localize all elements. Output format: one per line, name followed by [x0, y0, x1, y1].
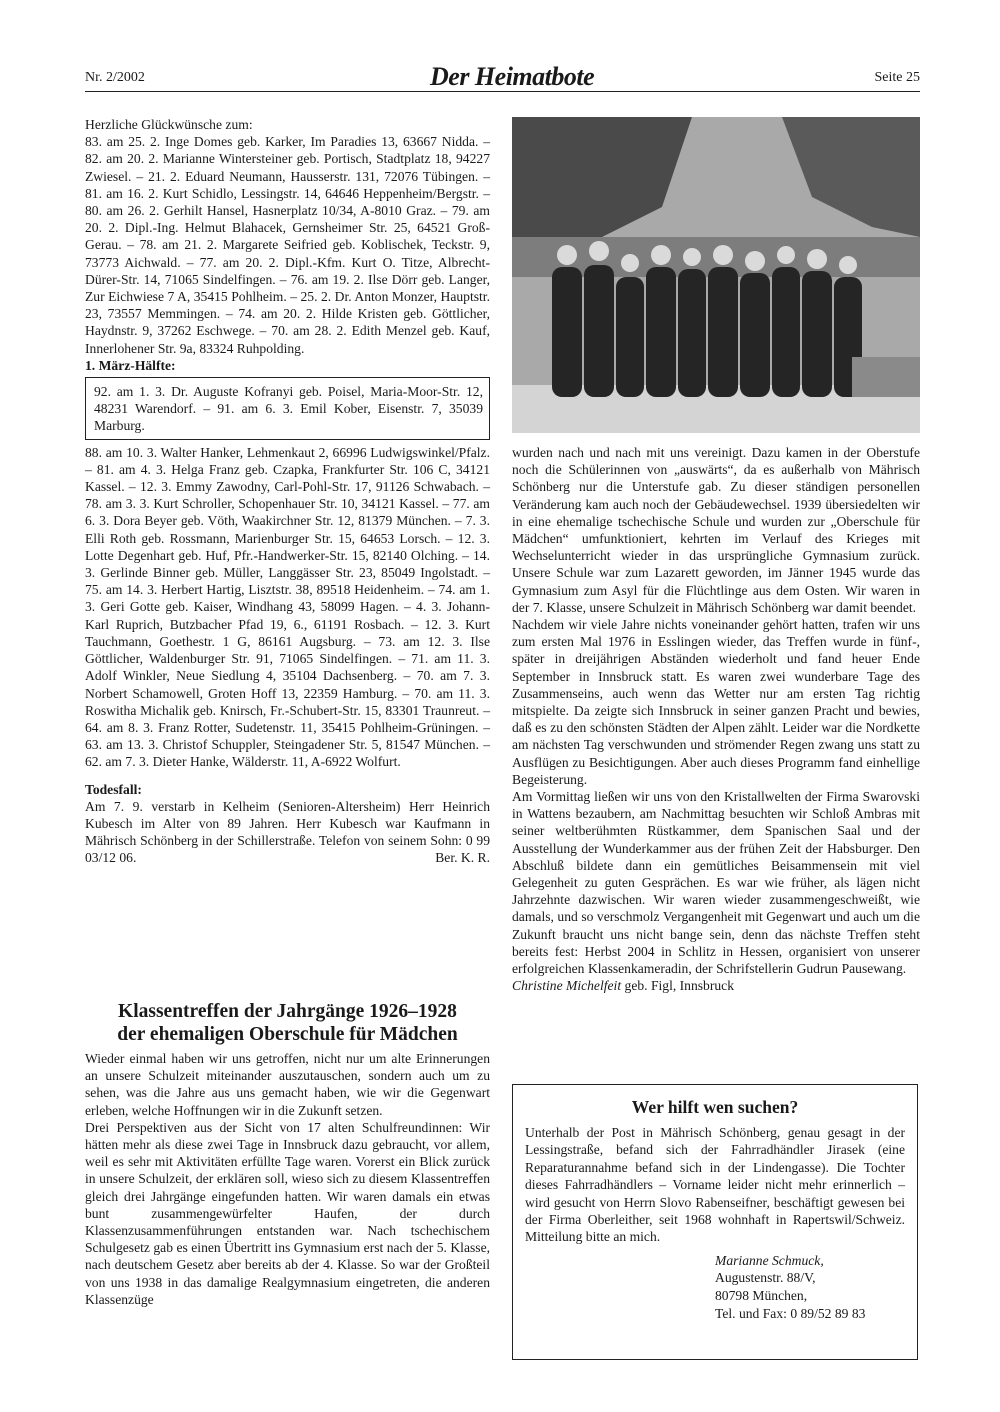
birthday-box-text: 92. am 1. 3. Dr. Auguste Kofranyi geb. Poisel, Maria-Moor-Str. 12, 48231 Warendorf. – 91. am 6. 3. Emil Kober, Eisenstr. 7, 35039 Marburg.: [94, 384, 483, 434]
page-header: [85, 62, 920, 91]
search-notice-text: Unterhalb der Post in Mährisch Schönberg, genau gesagt in der Lessingstraße, befand sich der Fahrradhändler Jirasek (eine Reparaturannahme befand sich in der Lindengasse). Die Tochter dieses Fahrradhändlers – Vorname leider nicht mehr erinnerlich – wird gesucht von Herrn Slovo Rabenseifner, beschäftigt gewesen bei der Firma Oberleither, seit 1968 wohnhaft in Rapertswil/Schweiz. Mitteilung bitte an mich.: [525, 1125, 905, 1245]
march-heading: 1. März-Hälfte:: [85, 357, 176, 373]
obituary-body: Am 7. 9. verstarb in Kelheim (Senioren-Altersheim) Herr Heinrich Kubesch im Alter von 89 Jahren. Herr Kubesch war Kaufmann in Mährisch Schönberg in der Schillerstraße. Telefon von seinem Sohn: 0 99 03/12 06.: [85, 798, 490, 866]
group-photo-image: [512, 117, 920, 433]
article-author: Christine Michelfeit: [512, 978, 622, 994]
birthday-column: [85, 116, 490, 867]
article-column: [85, 1050, 490, 1308]
birthday-list-march: 88. am 10. 3. Walter Hanker, Lehmenkaut 2, 66996 Ludwigswinkel/Pfalz. – 81. am 4. 3. Helga Franz geb. Czapka, Frankfurter Str. 106 C, 34121 Kassel. – 12. 3. Emmy Zawodny, Carl-Pohl-Str. 17, 91126 Schwabach. – 78. am 3. 3. Kurt Schroller, Schopenhauer Str. 10, 34121 Kassel. – 77. am 6. 3. Dora Beyer geb. Vöth, Waakirchner Str. 12, 81379 München. – 7. 3. Elli Roth geb. Rossmann, Marienburger Str. 15, 64653 Lorsch. – 12. 3. Lotte Degenhart geb. Huf, Pfr.-Handwerker-Str. 15, 82140 Olching. – 14. 3. Gerlinde Binner geb. Müller, Langgässer Str. 23, 85049 Ingolstadt. – 75. am 14. 3. Herbert Hartig, Lisztstr. 38, 89518 Heidenheim. – 74. am 1. 3. Geri Gotte geb. Kaiser, Windhang 43, 58099 Hagen. – 4. 3. Johann-Karl Ruprich, Butzbacher Pfad 19, 6., 61191 Rosbach. – 12. 3. Kurt Tauchmann, Goethestr. 1 G, 86161 Augsburg. – 73. am 12. 3. Ilse Göttlicher, Waldenburger Str. 91, 71065 Sindelfingen. – 71. am 11. 3. Adolf Winkler, Neue Siedlung 4, 35104 Dachsenberg. – 70. am 7. 3. Norbert Schamowell, Groten Hoff 13, 22359 Hamburg. – 70. am 11. 3. Roswitha Michalik geb. Knirsch, Fr.-Schubert-Str. 15, 83301 Traunreut. – 64. am 8. 3. Franz Rotter, Sudetenstr. 11, 35415 Pohlheim-Grüningen. – 63. am 13. 3. Christof Schuppler, Steingadener Str. 5, 81547 München. – 62. am 7. 3. Dieter Hanke, Wälderstr. 11, A-6922 Wolfurt.: [85, 444, 490, 770]
signature-name: Marianne Schmuck,: [715, 1252, 824, 1268]
birthday-list-february: 83. am 25. 2. Inge Domes geb. Karker, Im Paradies 13, 63667 Nidda. – 82. am 20. 2. Marianne Wintersteiner geb. Portisch, Stadtplatz 18, 94227 Zwiesel. – 21. 2. Eduard Neumann, Hausserstr. 131, 72076 Tübingen. – 81. am 16. 2. Kurt Schidlo, Lessingstr. 14, 64646 Heppenheim/Bergstr. – 80. am 26. 2. Gerhilt Hansel, Hasnerplatz 10/34, A-8010 Graz. – 79. am 20. 2. Dipl.-Ing. Helmut Blahacek, Gernsheimer Str. 25, 64521 Groß-Gerau. – 78. am 21. 2. Margarete Seifried geb. Koblischek, Teckstr. 9, 73773 Aichwald. – 77. am 20. 2. Dipl.-Kfm. Kurt O. Titze, Albrecht-Dürer-Str. 14, 71065 Sindelfingen. – 76. am 19. 2. Ilse Dörr geb. Langer, Zur Eichwiese 7 A, 35415 Pohlheim. – 25. 2. Dr. Anton Monzer, Hauptstr. 23, 73557 Memmingen. – 74. am 20. 2. Hilde Kristen geb. Göttlicher, Haydnstr. 9, 37262 Eschwege. – 70. am 28. 2. Edith Menzel geb. Kauf, Innerlohener Str. 9a, 83324 Ruhpolding.: [85, 134, 490, 356]
article-paragraph-3: wurden nach und nach mit uns vereinigt. Dazu kamen in der Oberstufe noch die Schülerinnen von „auswärts“, da es außerhalb von Mährisch Schönberg nur die Unterstufe gab. Zu dieser ständigen personellen Veränderung kam auch noch der Gebäudewechsel. 1939 übersiedelten wir in eine ehemalige tschechische Schule und wurden zur „Oberschule für Mädchen“ umfunktioniert, kehrten im Verlauf des Krieges mit Wechselunterricht wieder in das ursprüngliche Gymnasium zurück. Unsere Schule war zum Lazarett geworden, im Jänner 1945 wurde das Gymnasium zum Asyl für die Flüchtlinge aus dem Osten. Wir waren in der 7. Klasse, unsere Schulzeit in Mährisch Schönberg war damit beendet.: [512, 445, 920, 615]
birthday-intro: Herzliche Glückwünsche zum:: [85, 117, 253, 132]
article-paragraph-4: Nachdem wir viele Jahre nichts voneinander gehört hatten, trafen wir uns zum ersten Mal 1976 in Esslingen wieder, das Treffen wurde in fünf-, später in dreijährigen Abständen wiederholt und fand heuer Ende September in Innsbruck statt. Es waren zwei wunderbare Tage des Zusammenseins, auch wenn das Wetter nur am ersten Tag richtig mitspielte. Da zeigte sich Innsbruck in seiner ganzen Pracht und bewies, daß es zu den schönsten Städten der Alpen zählt. Leider war die Nordkette am nächsten Tag verschwunden und strömender Regen zwang uns statt zu Ausflügen zu Besichtigungen. Aber auch dieses Programm fand einhellige Begeisterung.: [512, 617, 920, 787]
group-photo: [512, 117, 920, 433]
article-title: [85, 1000, 490, 1046]
search-notice-box: [512, 1084, 918, 1360]
page-number: Seite 25: [874, 70, 920, 85]
obituary-heading: Todesfall:: [85, 781, 142, 797]
signature-street: Augustenstr. 88/V,: [715, 1270, 816, 1286]
search-notice-title: Wer hilft wen suchen?: [631, 1097, 799, 1117]
search-notice-signature: [715, 1252, 917, 1322]
birthday-box: [85, 377, 490, 440]
article-paragraph-5: [512, 788, 920, 994]
article-continued-column: [512, 444, 920, 995]
article-title-line-2: der ehemaligen Oberschule für Mädchen: [117, 1024, 458, 1045]
article-paragraph-5-text: Am Vormittag ließen wir uns von den Kristallwelten der Firma Swarovski in Wattens bezaubern, am Nachmittag besuchten wir Schloß Ambras mit seiner weltberühmten Rüstkammer, dem Spanischen Saal und der Ausstellung der Wunderkammer aus der frühen Zeit der Habsburger. Den Abschluß bildete dann ein gemütliches Beisammensein mit viel Gelegenheit zu guten Gesprächen. Es war wie früher, als lägen nicht Jahrzehnte dazwischen. Wir waren wieder zusammengeschweißt, wie damals, und so verschmolz Vergangenheit mit Gegenwart und auch um die Zukunft braucht uns nicht bange sein, denn das nächste Treffen steht bereits fest: Herbst 2004 in Schlitz in Hessen, organisiert von unserer erfolgreichen Klassenkameradin, der Schrifstellerin Gudrun Pausewang.: [512, 789, 920, 977]
article-author-suffix: geb. Figl, Innsbruck: [624, 978, 735, 994]
header-rule: [85, 91, 920, 92]
article-paragraph-2: Drei Perspektiven aus der Sicht von 17 alten Schulfreundinnen: Wir hätten mehr als diese zwei Tage in Innsbruck dazu gebraucht, vor allem, weil es sehr mit Aktivitäten erfüllte Tage waren. Vorerst ein Blick zurück in unsere Schulzeit, der erklären soll, wieso sich zu diesem Klassentreffen gleich drei Jahrgänge eingefunden hatten. Wir waren damals ein etwas bunt zusammengewürfelter Haufen, der durch Klassenzusammenführungen entstanden war. Nach tschechischem Schulgesetz gab es einen Übertritt ins Gymnasium erst nach der 5. Klasse, nach deutschem Gesetz aber bereits ab der 4. Klasse. So war der Großteil von uns 1938 in das damalige Realgymnasium eingetreten, die anderen Klassenzüge: [85, 1119, 490, 1307]
obituary-text: [85, 798, 490, 867]
masthead: Der Heimatbote: [430, 62, 595, 91]
article-title-line-1: Klassentreffen der Jahrgänge 1926–1928: [118, 1001, 457, 1022]
article-paragraph-1: Wieder einmal haben wir uns getroffen, nicht nur um alte Erinnerungen an unsere Schulzeit miteinander auszutauschen, sondern auch um zu sehen, was die Jahre aus uns gemacht haben, wie wir die Gegenwart erleben, welche Hoffnungen wir in die Zukunft setzen.: [85, 1051, 490, 1118]
obituary-signature: Ber. K. R.: [435, 850, 490, 866]
signature-city: 80798 München,: [715, 1288, 808, 1304]
issue-number: Nr. 2/2002: [85, 70, 145, 85]
signature-phone: Tel. und Fax: 0 89/52 89 83: [715, 1305, 866, 1321]
